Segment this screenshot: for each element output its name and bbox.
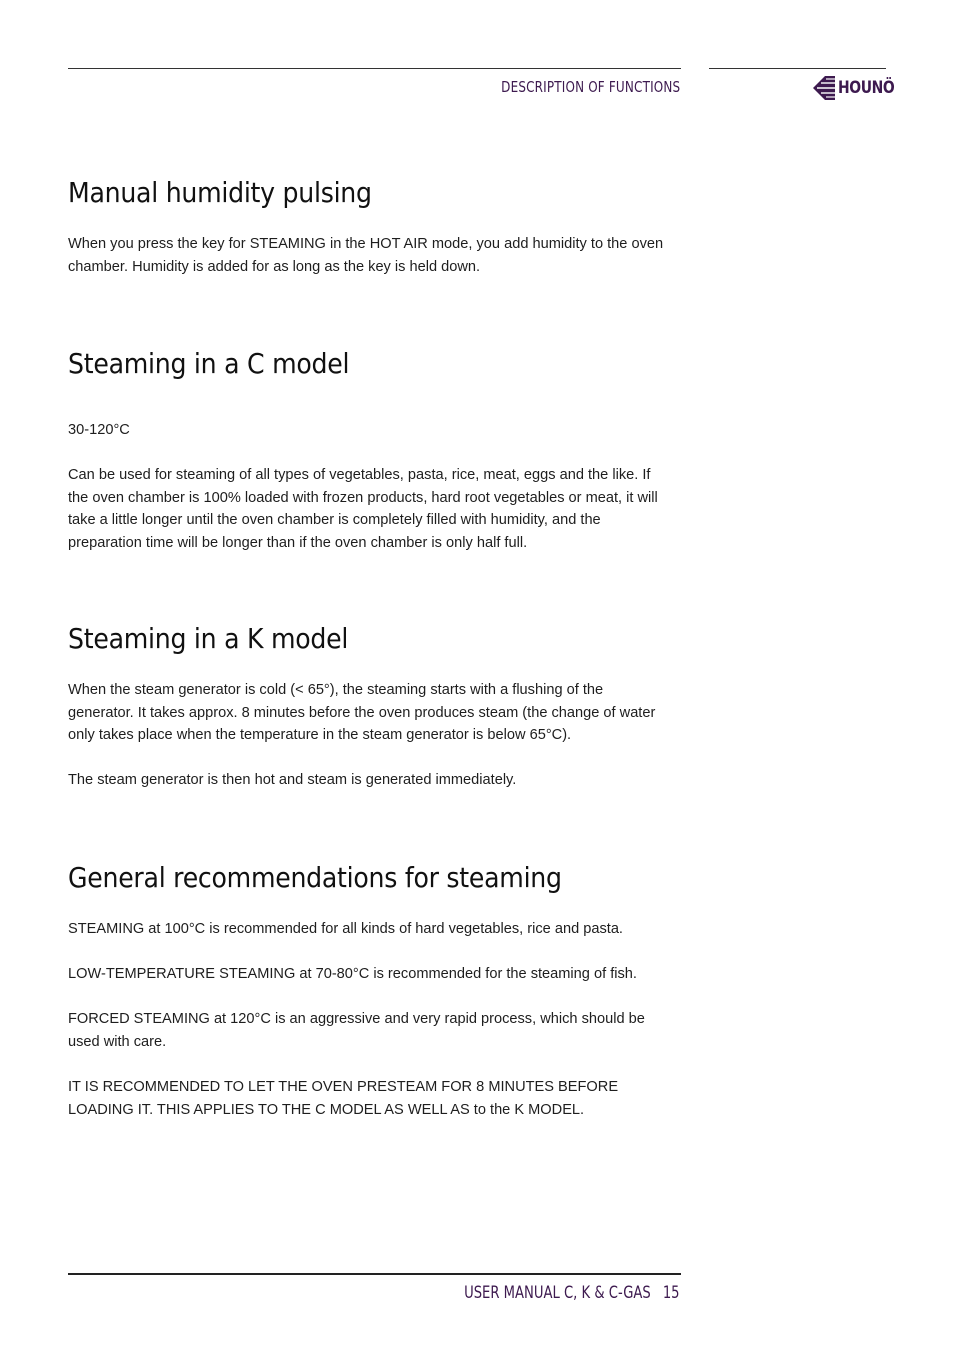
footer-title: USER MANUAL C, K & C-GAS — [464, 1283, 652, 1303]
section-steaming-c-model — [68, 347, 668, 551]
logo-text: HOUNÖ — [838, 78, 895, 98]
hounoe-logo-icon — [811, 74, 837, 102]
page-footer — [465, 1283, 680, 1303]
header-rule — [68, 68, 681, 69]
paragraph: The steam generator is then hot and steam is generated immediately. — [68, 772, 517, 789]
paragraph: LOW-TEMPERATURE STEAMING at 70-80°C is recommended for the steaming of fish. — [68, 966, 637, 983]
page-number: 15 — [663, 1283, 680, 1303]
logo-rule — [709, 68, 886, 69]
section-general-recommendations — [68, 861, 668, 1118]
footer-rule — [68, 1273, 681, 1275]
paragraph: FORCED STEAMING at 120°C is an aggressive and very rapid process, which should be used with care. — [68, 1011, 645, 1050]
paragraph: When you press the key for STEAMING in the HOT AIR mode, you add humidity to the oven chamber. Humidity is added for as long as the key is held down. — [68, 236, 664, 275]
brand-logo — [811, 74, 907, 102]
paragraph: When the steam generator is cold (< 65°), the steaming starts with a flushing of the generator. It takes approx. 8 minutes before the oven produces steam (the change of water only takes place when the temperature in the steam generator is below 65°C). — [68, 682, 656, 744]
section-manual-humidity-pulsing — [68, 176, 668, 275]
paragraph: IT IS RECOMMENDED TO LET THE OVEN PRESTEAM FOR 8 MINUTES BEFORE LOADING IT. THIS APPLIES TO THE C MODEL AS WELL AS to the K MODEL. — [68, 1079, 619, 1118]
paragraph: Can be used for steaming of all types of vegetables, pasta, rice, meat, eggs and the like. If the oven chamber is 100% loaded with frozen products, hard root vegetables or meat, it will take a little longer until the oven chamber is completely filled with humidity, and the preparation time will be longer than if the oven chamber is only half full. — [68, 467, 658, 551]
temperature-range: 30-120°C — [68, 422, 130, 438]
paragraph: STEAMING at 100°C is recommended for all kinds of hard vegetables, rice and pasta. — [68, 921, 623, 937]
section-heading: Manual humidity pulsing — [68, 176, 372, 209]
section-heading: Steaming in a C model — [68, 347, 350, 380]
section-heading: General recommendations for steaming — [68, 861, 562, 894]
section-heading: Steaming in a K model — [68, 622, 349, 655]
running-head: DESCRIPTION OF FUNCTIONS — [500, 78, 680, 96]
section-steaming-k-model — [68, 622, 668, 789]
